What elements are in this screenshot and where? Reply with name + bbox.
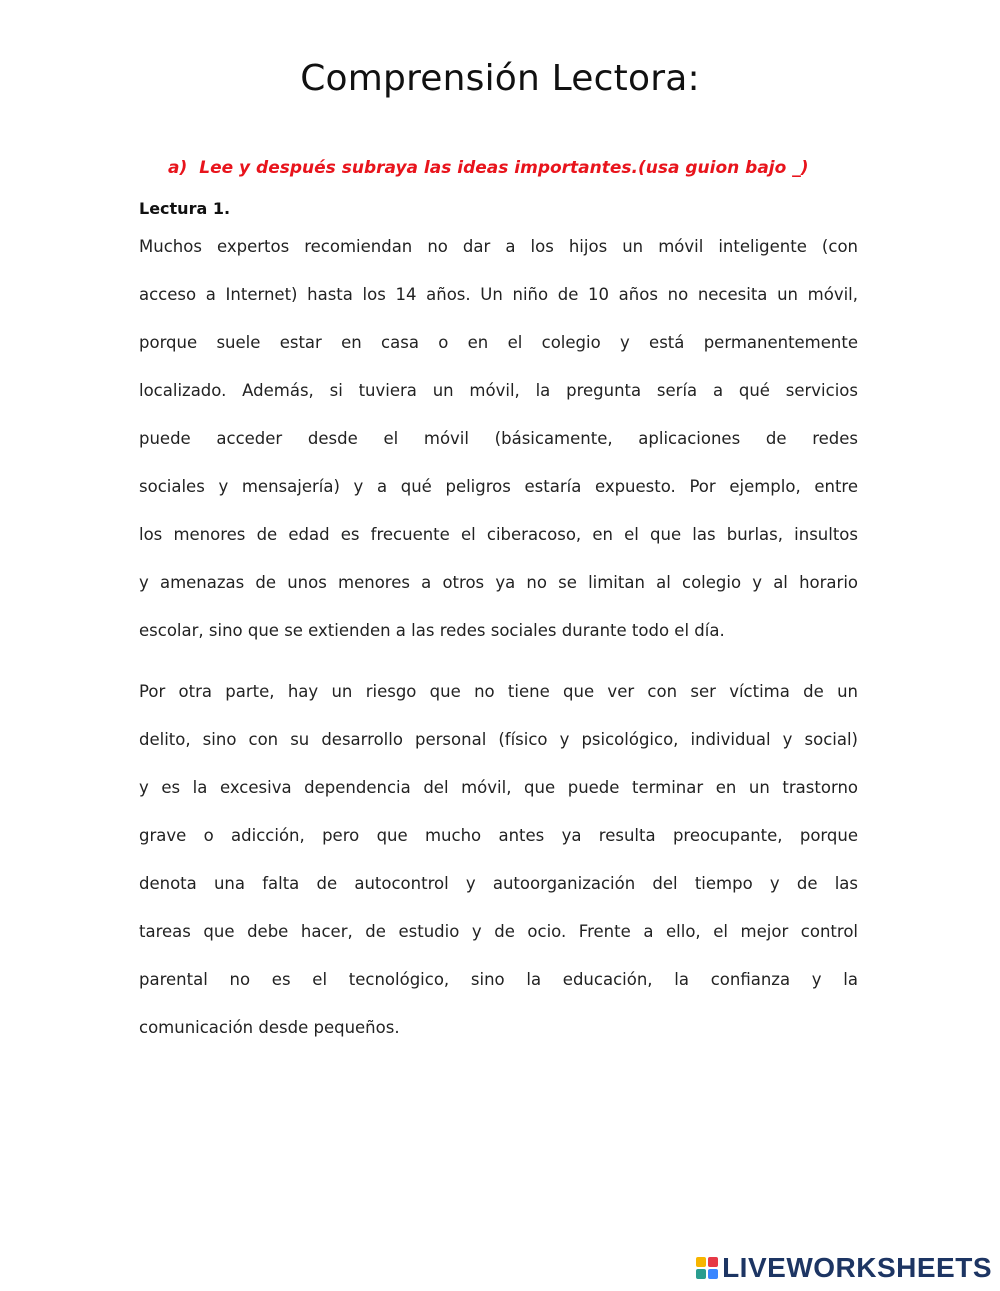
paragraph-line: Muchos expertos recomiendan no dar a los hijos un móvil inteligente (con <box>139 237 858 256</box>
paragraph-line: tareas que debe hacer, de estudio y de ocio. Frente a ello, el mejor control <box>139 922 858 941</box>
paragraph-line: grave o adicción, pero que mucho antes ya resulta preocupante, porque <box>139 826 858 845</box>
logo-square <box>696 1269 706 1279</box>
brand-name: LIVEWORKSHEETS <box>722 1252 992 1283</box>
paragraph-line: delito, sino con su desarrollo personal (físico y psicológico, individual y social) <box>139 730 858 749</box>
page-title: Comprensión Lectora: <box>300 58 700 99</box>
paragraph-line: localizado. Además, si tuviera un móvil, la pregunta sería a qué servicios <box>139 381 858 400</box>
liveworksheets-brand <box>696 1253 992 1283</box>
paragraph-line: escolar, sino que se extienden a las redes sociales durante todo el día. <box>139 621 725 640</box>
paragraph-line: parental no es el tecnológico, sino la educación, la confianza y la <box>139 970 858 989</box>
paragraph-line: comunicación desde pequeños. <box>139 1018 400 1037</box>
paragraph-line: acceso a Internet) hasta los 14 años. Un niño de 10 años no necesita un móvil, <box>139 285 858 304</box>
reading-label: Lectura 1. <box>139 199 231 218</box>
instruction <box>168 158 809 178</box>
liveworksheets-logo-icon <box>696 1257 718 1279</box>
logo-square <box>708 1269 718 1279</box>
paragraph-line: los menores de edad es frecuente el ciberacoso, en el que las burlas, insultos <box>139 525 858 544</box>
instruction-marker: a) <box>168 158 188 178</box>
paragraph-line: denota una falta de autocontrol y autoorganización del tiempo y de las <box>139 874 858 893</box>
paragraph-2 <box>139 680 858 1064</box>
paragraph-line: Por otra parte, hay un riesgo que no tiene que ver con ser víctima de un <box>139 682 858 701</box>
logo-square <box>696 1257 706 1267</box>
paragraph-line: puede acceder desde el móvil (básicamente, aplicaciones de redes <box>139 429 858 448</box>
paragraph-1 <box>139 235 858 667</box>
instruction-text: Lee y después subraya las ideas importantes.(usa guion bajo _) <box>199 158 809 178</box>
paragraph-line: y es la excesiva dependencia del móvil, que puede terminar en un trastorno <box>139 778 858 797</box>
paragraph-line: porque suele estar en casa o en el colegio y está permanentemente <box>139 333 858 352</box>
paragraph-line: y amenazas de unos menores a otros ya no se limitan al colegio y al horario <box>139 573 858 592</box>
logo-square <box>708 1257 718 1267</box>
paragraph-line: sociales y mensajería) y a qué peligros estaría expuesto. Por ejemplo, entre <box>139 477 858 496</box>
